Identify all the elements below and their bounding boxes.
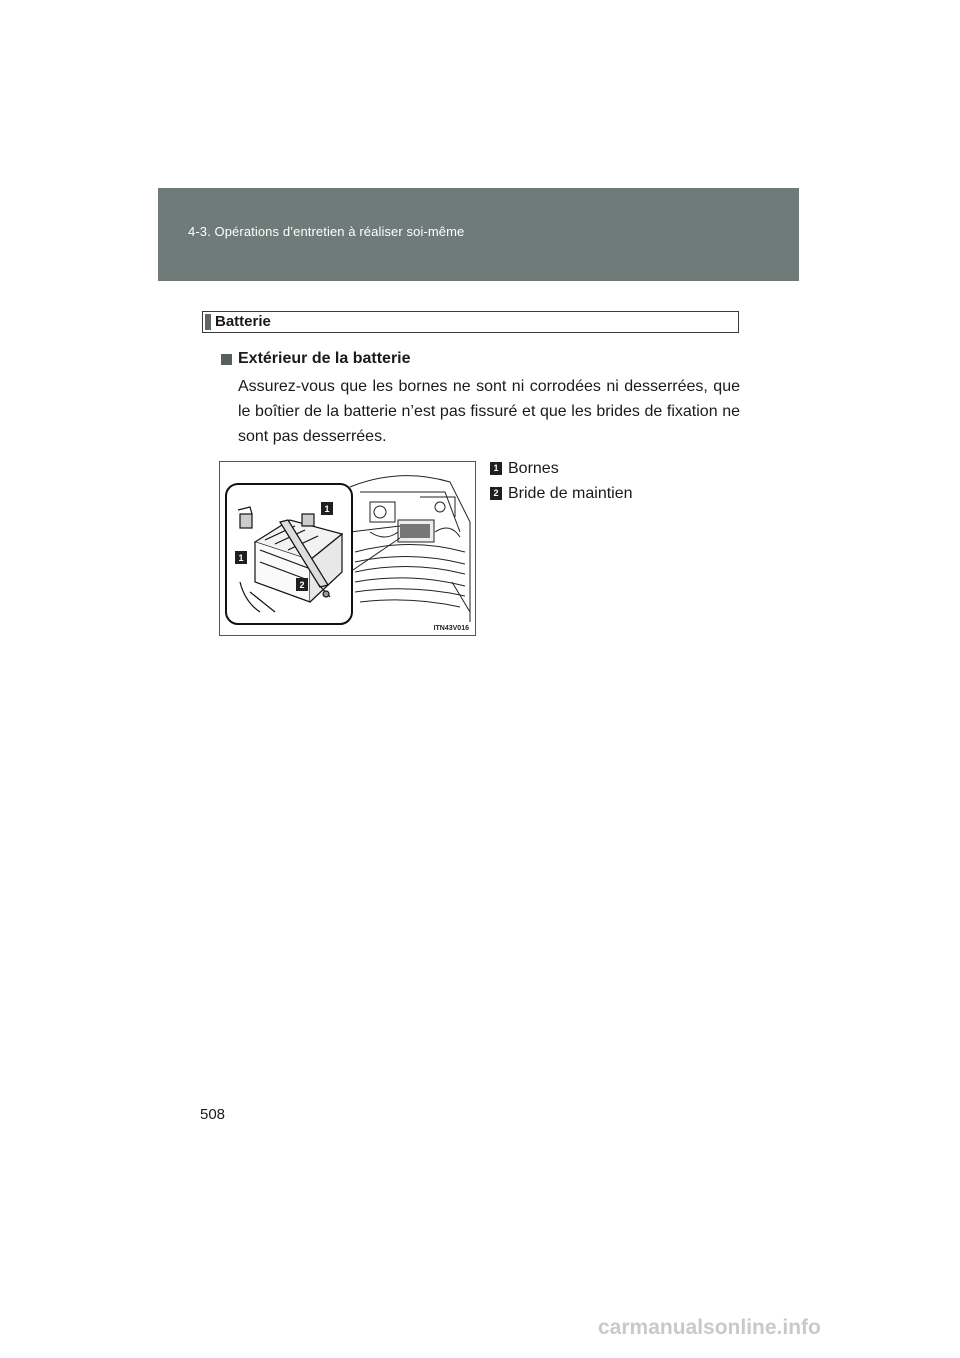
svg-text:1: 1 [324, 504, 330, 514]
square-bullet-icon [221, 354, 232, 365]
callout-item [490, 481, 633, 506]
callout-label: Bornes [508, 459, 559, 477]
section-title-bar [205, 314, 211, 330]
svg-text:1: 1 [238, 553, 244, 563]
battery-illustration-drawing [220, 462, 476, 636]
watermark: carmanualsonline.info [598, 1316, 821, 1339]
battery-illustration [219, 461, 476, 636]
callout-label: Bride de maintien [508, 484, 633, 502]
section-path: 4-3. Opérations d’entretien à réaliser soi-même [188, 224, 465, 239]
svg-text:2: 2 [299, 580, 305, 590]
callout-item [490, 456, 633, 481]
page-number: 508 [200, 1106, 226, 1123]
figure-code: ITN43V016 [433, 625, 469, 632]
callout-list [490, 456, 633, 506]
number-badge-icon: 2 [490, 487, 502, 500]
header-band [158, 188, 799, 281]
subsection-heading-text: Extérieur de la batterie [238, 350, 411, 367]
subsection-heading [221, 350, 411, 368]
section-title: Batterie [215, 313, 271, 330]
body-paragraph: Assurez-vous que les bornes ne sont ni corrodées ni desserrées, que le boîtier de la batterie n’est pas fissuré et que les brides de fixation ne sont pas desserrées. [238, 378, 740, 445]
number-badge-icon: 1 [490, 462, 502, 475]
section-title-box [202, 311, 739, 333]
